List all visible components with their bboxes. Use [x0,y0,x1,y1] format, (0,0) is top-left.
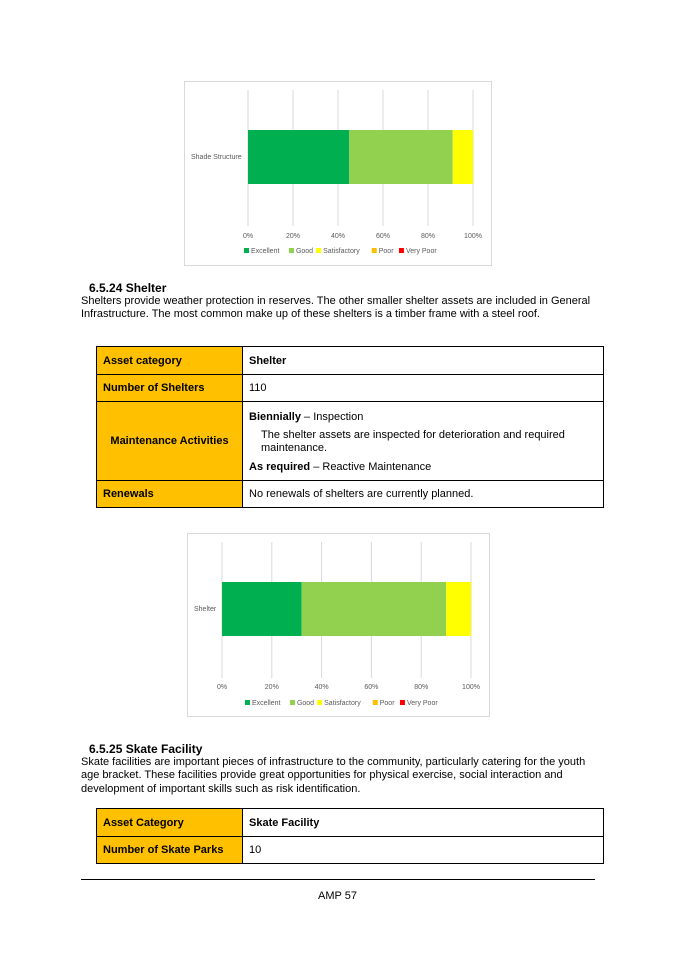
legend-label: Poor [378,248,394,255]
number-of-shelters-label: Number of Shelters [97,375,243,402]
x-tick-label: 80% [414,684,429,691]
x-tick-label: 100% [462,684,480,691]
legend-label: Poor [379,700,395,707]
table-row [97,375,604,402]
legend-label: Excellent [251,248,280,255]
legend-swatch [373,700,378,705]
legend-label: Very Poor [406,700,438,707]
footer-rule [81,879,595,880]
shelter-chart [187,533,490,717]
table-row [97,347,604,375]
x-tick-label: 60% [375,233,391,240]
shelter-heading: 6.5.24 Shelter [89,281,167,295]
asset-category-value: Skate Facility [243,809,604,837]
x-tick-label: 60% [364,684,379,691]
legend-swatch [244,248,249,253]
skate-heading: 6.5.25 Skate Facility [89,742,203,756]
number-of-skate-parks-label: Number of Skate Parks [97,837,243,864]
maintenance-description: The shelter assets are inspected for deterioration and required maintenance. [261,429,565,454]
category-label: Shelter [194,606,217,613]
skate-paragraph: Skate facilities are important pieces of infrastructure to the community, particularly catering for the youth age bracket. These facilities provide great opportunities for physical exercise, social interaction and development of important skills such as risk identification. [81,756,586,795]
legend-swatch [400,700,405,705]
page-footer: AMP 57 [318,890,357,902]
x-tick-label: 20% [285,233,301,240]
shade-structure-chart [184,81,492,266]
legend-label: Very Poor [405,248,437,255]
shelter-paragraph: Shelters provide weather protection in reserves. The other smaller shelter assets are included in General Infrastructure. The most common make up of these shelters is a timber frame with a steel roof. [81,295,591,321]
asset-category-value: Shelter [243,347,604,375]
maintenance-frequency-2: As required [249,461,311,473]
skate-table [96,808,604,864]
shade-structure-chart-svg [185,82,491,265]
maintenance-activities-label: Maintenance Activities [97,402,243,481]
asset-category-label: Asset category [97,347,243,375]
table-row [97,809,604,837]
number-of-shelters-value: 110 [243,375,604,402]
shelter-table [96,346,604,508]
bar-segment-excellent [222,582,302,636]
legend-swatch [317,700,322,705]
category-label: Shade Structure [191,154,242,161]
renewals-label: Renewals [97,481,243,508]
bar-segment-satisfactory [453,130,473,184]
legend-swatch [372,248,377,253]
maintenance-line-3 [249,461,597,473]
legend-label: Excellent [252,700,281,707]
x-tick-label: 40% [314,684,329,691]
shelter-chart-svg [188,534,489,716]
table-row [97,481,604,508]
x-tick-label: 80% [420,233,436,240]
legend-swatch [245,700,250,705]
renewals-value: No renewals of shelters are currently planned. [243,481,604,508]
number-of-skate-parks-value: 10 [243,837,604,864]
bar-segment-satisfactory [446,582,471,636]
legend-label: Good [296,700,315,707]
legend-swatch [399,248,404,253]
maintenance-frequency-1: Biennially [249,411,301,423]
legend-swatch [316,248,321,253]
legend-label: Satisfactory [324,700,361,707]
bar-segment-good [349,130,453,184]
legend-label: Satisfactory [323,248,360,255]
x-tick-label: 40% [330,233,346,240]
x-tick-label: 0% [216,684,228,691]
legend-label: Good [295,248,314,255]
maintenance-activity-2: – Reactive Maintenance [310,461,432,473]
bar-segment-excellent [248,130,349,184]
maintenance-activities-value [243,402,604,481]
legend-swatch [290,700,295,705]
maintenance-line-1 [249,411,597,423]
table-row [97,402,604,481]
asset-category-label: Asset Category [97,809,243,837]
x-tick-label: 100% [464,233,482,240]
x-tick-label: 0% [242,233,254,240]
table-row [97,837,604,864]
legend-swatch [289,248,294,253]
x-tick-label: 20% [264,684,279,691]
maintenance-activity-1: – Inspection [300,411,364,423]
bar-segment-good [302,582,446,636]
